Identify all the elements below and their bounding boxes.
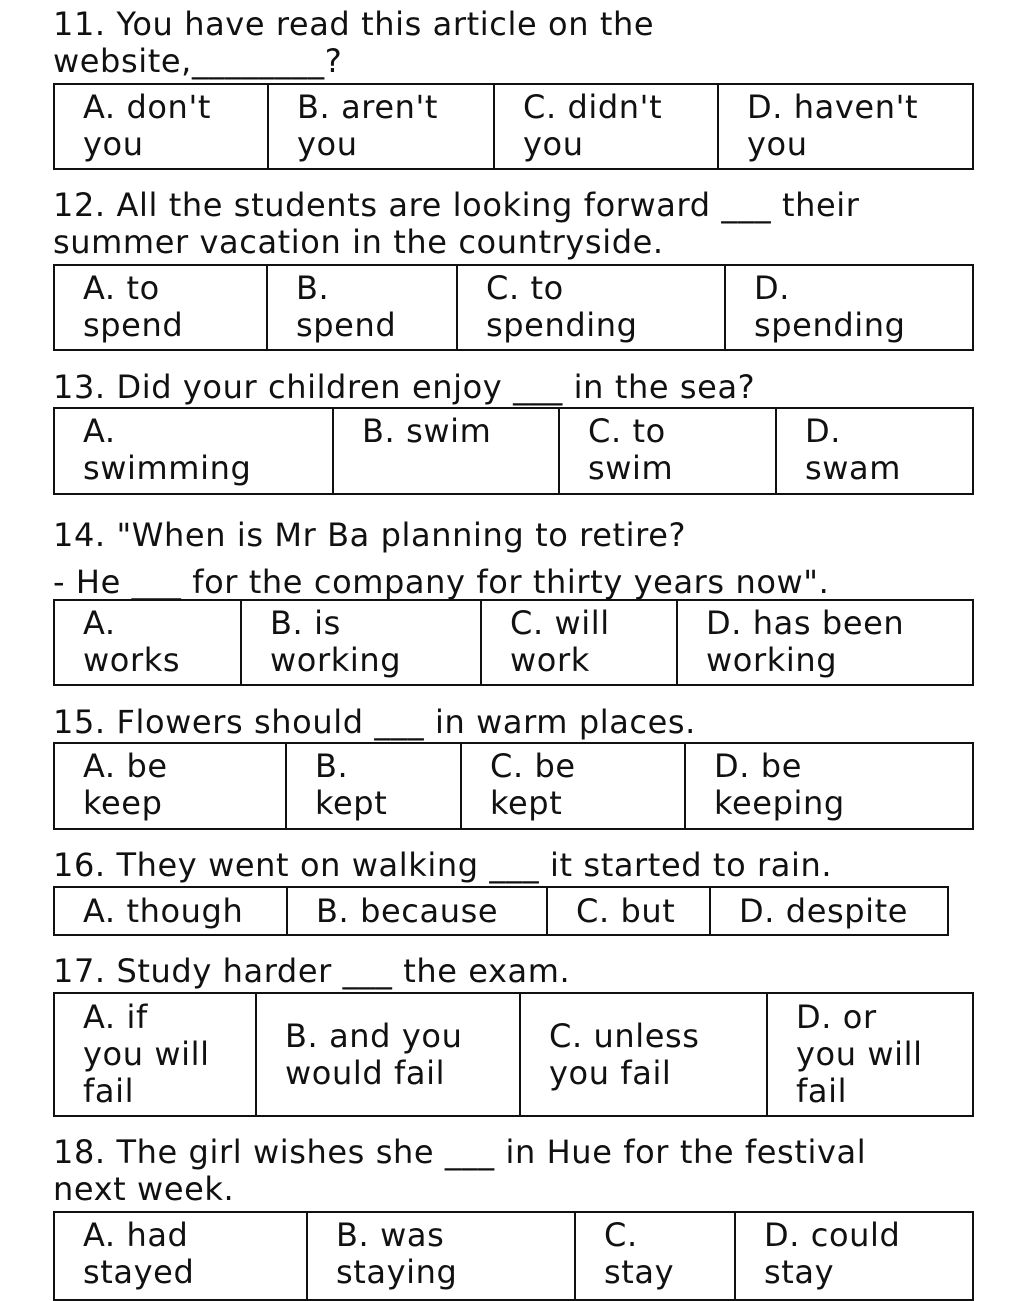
option-b[interactable]: B. and you would fail: [256, 993, 520, 1116]
question-18-options: [53, 1211, 974, 1301]
question-11-stem: 11. You have read this article on the website,________?: [53, 5, 655, 80]
option-d[interactable]: D. could stay: [735, 1212, 973, 1300]
question-12-options: [53, 264, 974, 351]
option-d[interactable]: D. swam: [776, 408, 973, 494]
option-b[interactable]: B. is working: [241, 600, 481, 685]
question-16-stem: 16. They went on walking ___ it started to rain.: [53, 846, 833, 884]
option-d[interactable]: D. has been working: [677, 600, 973, 685]
question-17-options: [53, 992, 974, 1117]
option-a[interactable]: A. be keep: [54, 743, 286, 829]
option-d[interactable]: D. haven't you: [718, 84, 973, 169]
option-b[interactable]: B. kept: [286, 743, 461, 829]
option-a[interactable]: A. works: [54, 600, 241, 685]
question-15-stem: 15. Flowers should ___ in warm places.: [53, 703, 696, 741]
option-a[interactable]: A. to spend: [54, 265, 267, 350]
question-15-options: [53, 742, 974, 830]
option-d[interactable]: D. spending: [725, 265, 973, 350]
option-c[interactable]: C. stay: [575, 1212, 735, 1300]
option-c[interactable]: C. but: [547, 887, 710, 935]
option-c[interactable]: C. unless you fail: [520, 993, 767, 1116]
option-c[interactable]: C. be kept: [461, 743, 685, 829]
option-d[interactable]: D. be keeping: [685, 743, 973, 829]
option-b[interactable]: B. because: [287, 887, 547, 935]
option-b[interactable]: B. was staying: [307, 1212, 575, 1300]
question-13-stem: 13. Did your children enjoy ___ in the sea?: [53, 368, 756, 406]
option-c[interactable]: C. to swim: [559, 408, 776, 494]
option-c[interactable]: C. didn't you: [494, 84, 718, 169]
question-13-options: [53, 407, 974, 495]
option-c[interactable]: C. to spending: [457, 265, 725, 350]
option-a[interactable]: A. if you will fail: [54, 993, 256, 1116]
option-d[interactable]: D. or you will fail: [767, 993, 973, 1116]
question-18-stem: 18. The girl wishes she ___ in Hue for the festival next week.: [53, 1133, 867, 1208]
option-a[interactable]: A. had stayed: [54, 1212, 307, 1300]
question-16-options: [53, 886, 949, 936]
option-b[interactable]: B. spend: [267, 265, 457, 350]
question-14-options: [53, 599, 974, 686]
option-a[interactable]: A. swimming: [54, 408, 333, 494]
question-12-stem: 12. All the students are looking forward ___ their summer vacation in the countryside.: [53, 186, 860, 261]
question-14-stem: 14. "When is Mr Ba planning to retire? - He ___ for the company for thirty years now".: [53, 516, 830, 601]
option-b[interactable]: B. swim: [333, 408, 559, 494]
option-d[interactable]: D. despite: [710, 887, 948, 935]
option-a[interactable]: A. though: [54, 887, 287, 935]
question-17-stem: 17. Study harder ___ the exam.: [53, 952, 571, 990]
option-b[interactable]: B. aren't you: [268, 84, 494, 169]
option-c[interactable]: C. will work: [481, 600, 677, 685]
option-a[interactable]: A. don't you: [54, 84, 268, 169]
question-11-options: [53, 83, 974, 170]
